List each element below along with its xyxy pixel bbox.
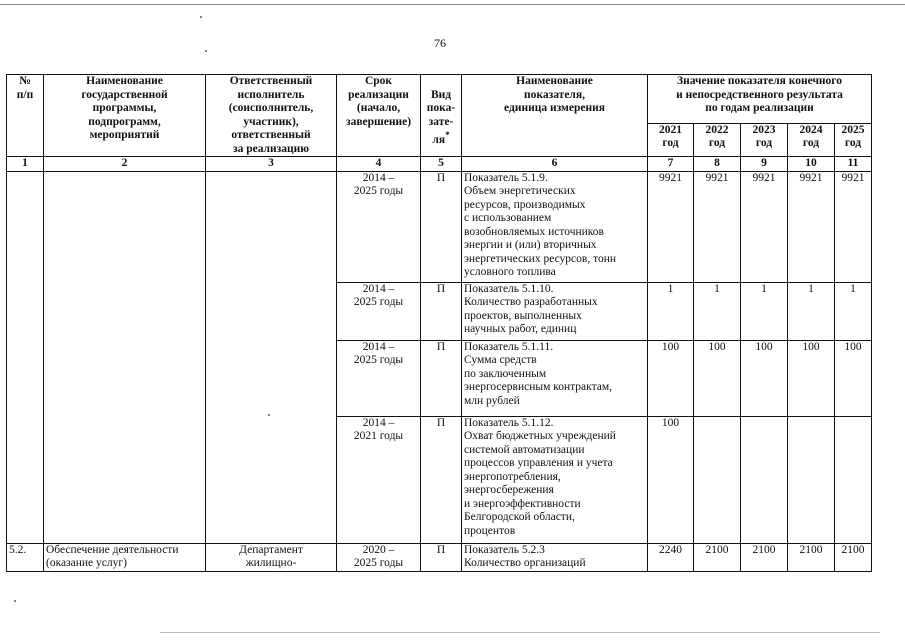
row-program-name: Обеспечение деятельности (оказание услуг) <box>44 543 206 571</box>
row-kind: П <box>421 171 462 282</box>
table-row <box>7 543 872 571</box>
scan-speck <box>14 600 16 602</box>
row-value-2022 <box>694 416 741 543</box>
row-value-2023: 9921 <box>741 171 788 282</box>
row-indicator: Показатель 5.2.3 Количество организаций <box>462 543 648 571</box>
row-value-2025: 1 <box>835 282 872 340</box>
row-term: 2014 – 2025 годы <box>337 171 421 282</box>
colnum-2: 2 <box>44 157 206 172</box>
scan-speck <box>200 16 202 18</box>
colnum-9: 9 <box>741 157 788 172</box>
row-value-2022: 2100 <box>694 543 741 571</box>
row-num: 5.2. <box>7 543 44 571</box>
row-value-2022: 9921 <box>694 171 741 282</box>
row-indicator: Показатель 5.1.12. Охват бюджетных учреждений системой автоматизации процессов управления и учета энергопотребления, энергосбережения и энергоэффективности Белгородской области, процентов <box>462 416 648 543</box>
colnum-11: 11 <box>835 157 872 172</box>
colnum-7: 7 <box>648 157 694 172</box>
row-term: 2014 – 2021 годы <box>337 416 421 543</box>
header-executor: Ответственный исполнитель (соисполнитель, участник), ответственный за реализацию <box>206 75 337 157</box>
page-number: 76 <box>434 36 446 50</box>
row-indicator: Показатель 5.1.9. Объем энергетических ресурсов, производимых с использованием возобновляемых источников энергии и (или) вторичных энергетических ресурсов, тонн условного топлива <box>462 171 648 282</box>
row-value-2022: 100 <box>694 340 741 416</box>
row-value-2021: 100 <box>648 340 694 416</box>
row-value-2025: 2100 <box>835 543 872 571</box>
header-term: Срок реализации (начало, завершение) <box>337 75 421 157</box>
colnum-4: 4 <box>337 157 421 172</box>
scan-top-edge <box>0 4 905 5</box>
header-program-name: Наименование государственной программы, подпрограмм, мероприятий <box>44 75 206 157</box>
header-year-2025: 2025 год <box>835 123 872 156</box>
header-kind-footnote-mark: * <box>445 130 450 140</box>
row-value-2024 <box>788 416 835 543</box>
header-indicator-kind <box>421 75 462 157</box>
row-term: 2014 – 2025 годы <box>337 340 421 416</box>
header-year-2022: 2022 год <box>694 123 741 156</box>
row-value-2025 <box>835 416 872 543</box>
row-kind: П <box>421 416 462 543</box>
scan-bottom-edge <box>160 632 880 633</box>
header-num: № п/п <box>7 75 44 157</box>
row-value-2024: 100 <box>788 340 835 416</box>
row-value-2025: 9921 <box>835 171 872 282</box>
row-value-2023: 1 <box>741 282 788 340</box>
row-name-empty <box>44 171 206 543</box>
row-value-2023: 100 <box>741 340 788 416</box>
row-term: 2020 – 2025 годы <box>337 543 421 571</box>
row-value-2022: 1 <box>694 282 741 340</box>
header-year-2024: 2024 год <box>788 123 835 156</box>
row-num-empty <box>7 171 44 543</box>
row-value-2021: 100 <box>648 416 694 543</box>
row-indicator: Показатель 5.1.10. Количество разработанных проектов, выполненных научных работ, единиц <box>462 282 648 340</box>
row-value-2024: 1 <box>788 282 835 340</box>
row-value-2021: 9921 <box>648 171 694 282</box>
header-indicator-name: Наименование показателя, единица измерения <box>462 75 648 157</box>
column-number-row <box>7 157 872 172</box>
header-year-2023: 2023 год <box>741 123 788 156</box>
colnum-1: 1 <box>7 157 44 172</box>
row-executor: Департамент жилищно- <box>206 543 337 571</box>
colnum-3: 3 <box>206 157 337 172</box>
colnum-5: 5 <box>421 157 462 172</box>
row-kind: П <box>421 340 462 416</box>
row-value-2021: 2240 <box>648 543 694 571</box>
row-executor-empty <box>206 171 337 543</box>
row-value-2025: 100 <box>835 340 872 416</box>
row-value-2024: 2100 <box>788 543 835 571</box>
row-indicator: Показатель 5.1.11. Сумма средств по заключенным энергосервисным контрактам, млн рублей <box>462 340 648 416</box>
table-row <box>7 171 872 282</box>
row-value-2024: 9921 <box>788 171 835 282</box>
row-term: 2014 – 2025 годы <box>337 282 421 340</box>
row-kind: П <box>421 282 462 340</box>
indicators-table <box>6 74 872 572</box>
header-kind-text: Вид пока- зате- ля <box>426 88 456 146</box>
header-row-top <box>7 75 872 124</box>
row-kind: П <box>421 543 462 571</box>
header-values-group: Значение показателя конечного и непосредственного результата по годам реализации <box>648 75 872 124</box>
header-year-2021: 2021 год <box>648 123 694 156</box>
colnum-6: 6 <box>462 157 648 172</box>
row-value-2023: 2100 <box>741 543 788 571</box>
row-value-2023 <box>741 416 788 543</box>
colnum-8: 8 <box>694 157 741 172</box>
colnum-10: 10 <box>788 157 835 172</box>
row-value-2021: 1 <box>648 282 694 340</box>
